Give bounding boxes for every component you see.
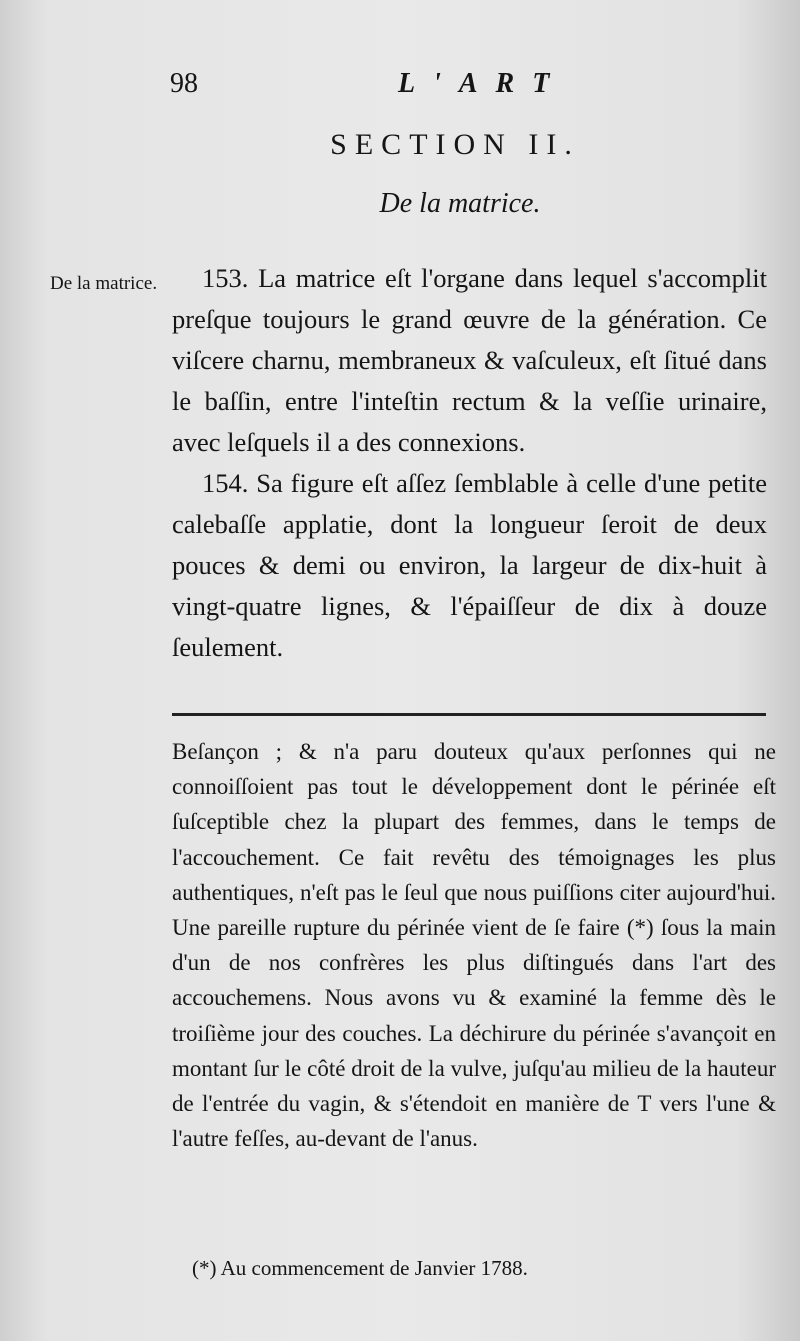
footnote-continuation [172, 734, 776, 1156]
section-heading: SECTION II. [330, 128, 580, 161]
main-text [172, 258, 767, 668]
section-subheading: De la matrice. [379, 188, 541, 219]
sub-footnote: (*) Au commencement de Janvier 1788. [192, 1256, 528, 1280]
paragraph-153: 153. La matrice eſt l'organe dans lequel s'accomplit preſque toujours le grand œuvre de la génération. Ce viſcere charnu, membraneux & vaſculeux, eſt ſitué dans le baſſin, entre l'inteſtin rectum & la veſſie urinaire, avec leſquels il a des connexions. [172, 263, 767, 457]
footnote-paragraph: Beſançon ; & n'a paru douteux qu'aux perſonnes qui ne connoiſſoient pas tout le développement dont le périnée eſt ſuſceptible chez la plupart des femmes, dans le temps de l'accouchement. Ce fait revêtu des témoignages les plus authentiques, n'eſt pas le ſeul que nous puiſſions citer aujourd'hui. Une pareille rupture du périnée vient de ſe faire (*) ſous la main d'un de nos confrères les plus diſtingués dans l'art des accouchemens. Nous avons vu & examiné la femme dès le troiſième jour des couches. La déchirure du périnée s'avançoit en montant ſur le côté droit de la vulve, juſqu'au milieu de la hauteur de l'entrée du vagin, & s'étendoit en manière de T vers l'une & l'autre feſſes, au-devant de l'anus. [172, 739, 776, 1152]
margin-note: De la matrice. [50, 273, 158, 294]
paragraph-154: 154. Sa figure eſt aſſez ſemblable à celle d'une petite calebaſſe applatie, dont la longueur ſeroit de deux pouces & demi ou environ, la largeur de dix-huit à vingt-quatre lignes, & l'épaiſſeur de dix à douze ſeulement. [172, 468, 767, 662]
page-header [0, 68, 800, 108]
footnote-rule [172, 713, 766, 716]
running-title: L'ART [398, 68, 568, 99]
page-number: 98 [170, 68, 198, 99]
